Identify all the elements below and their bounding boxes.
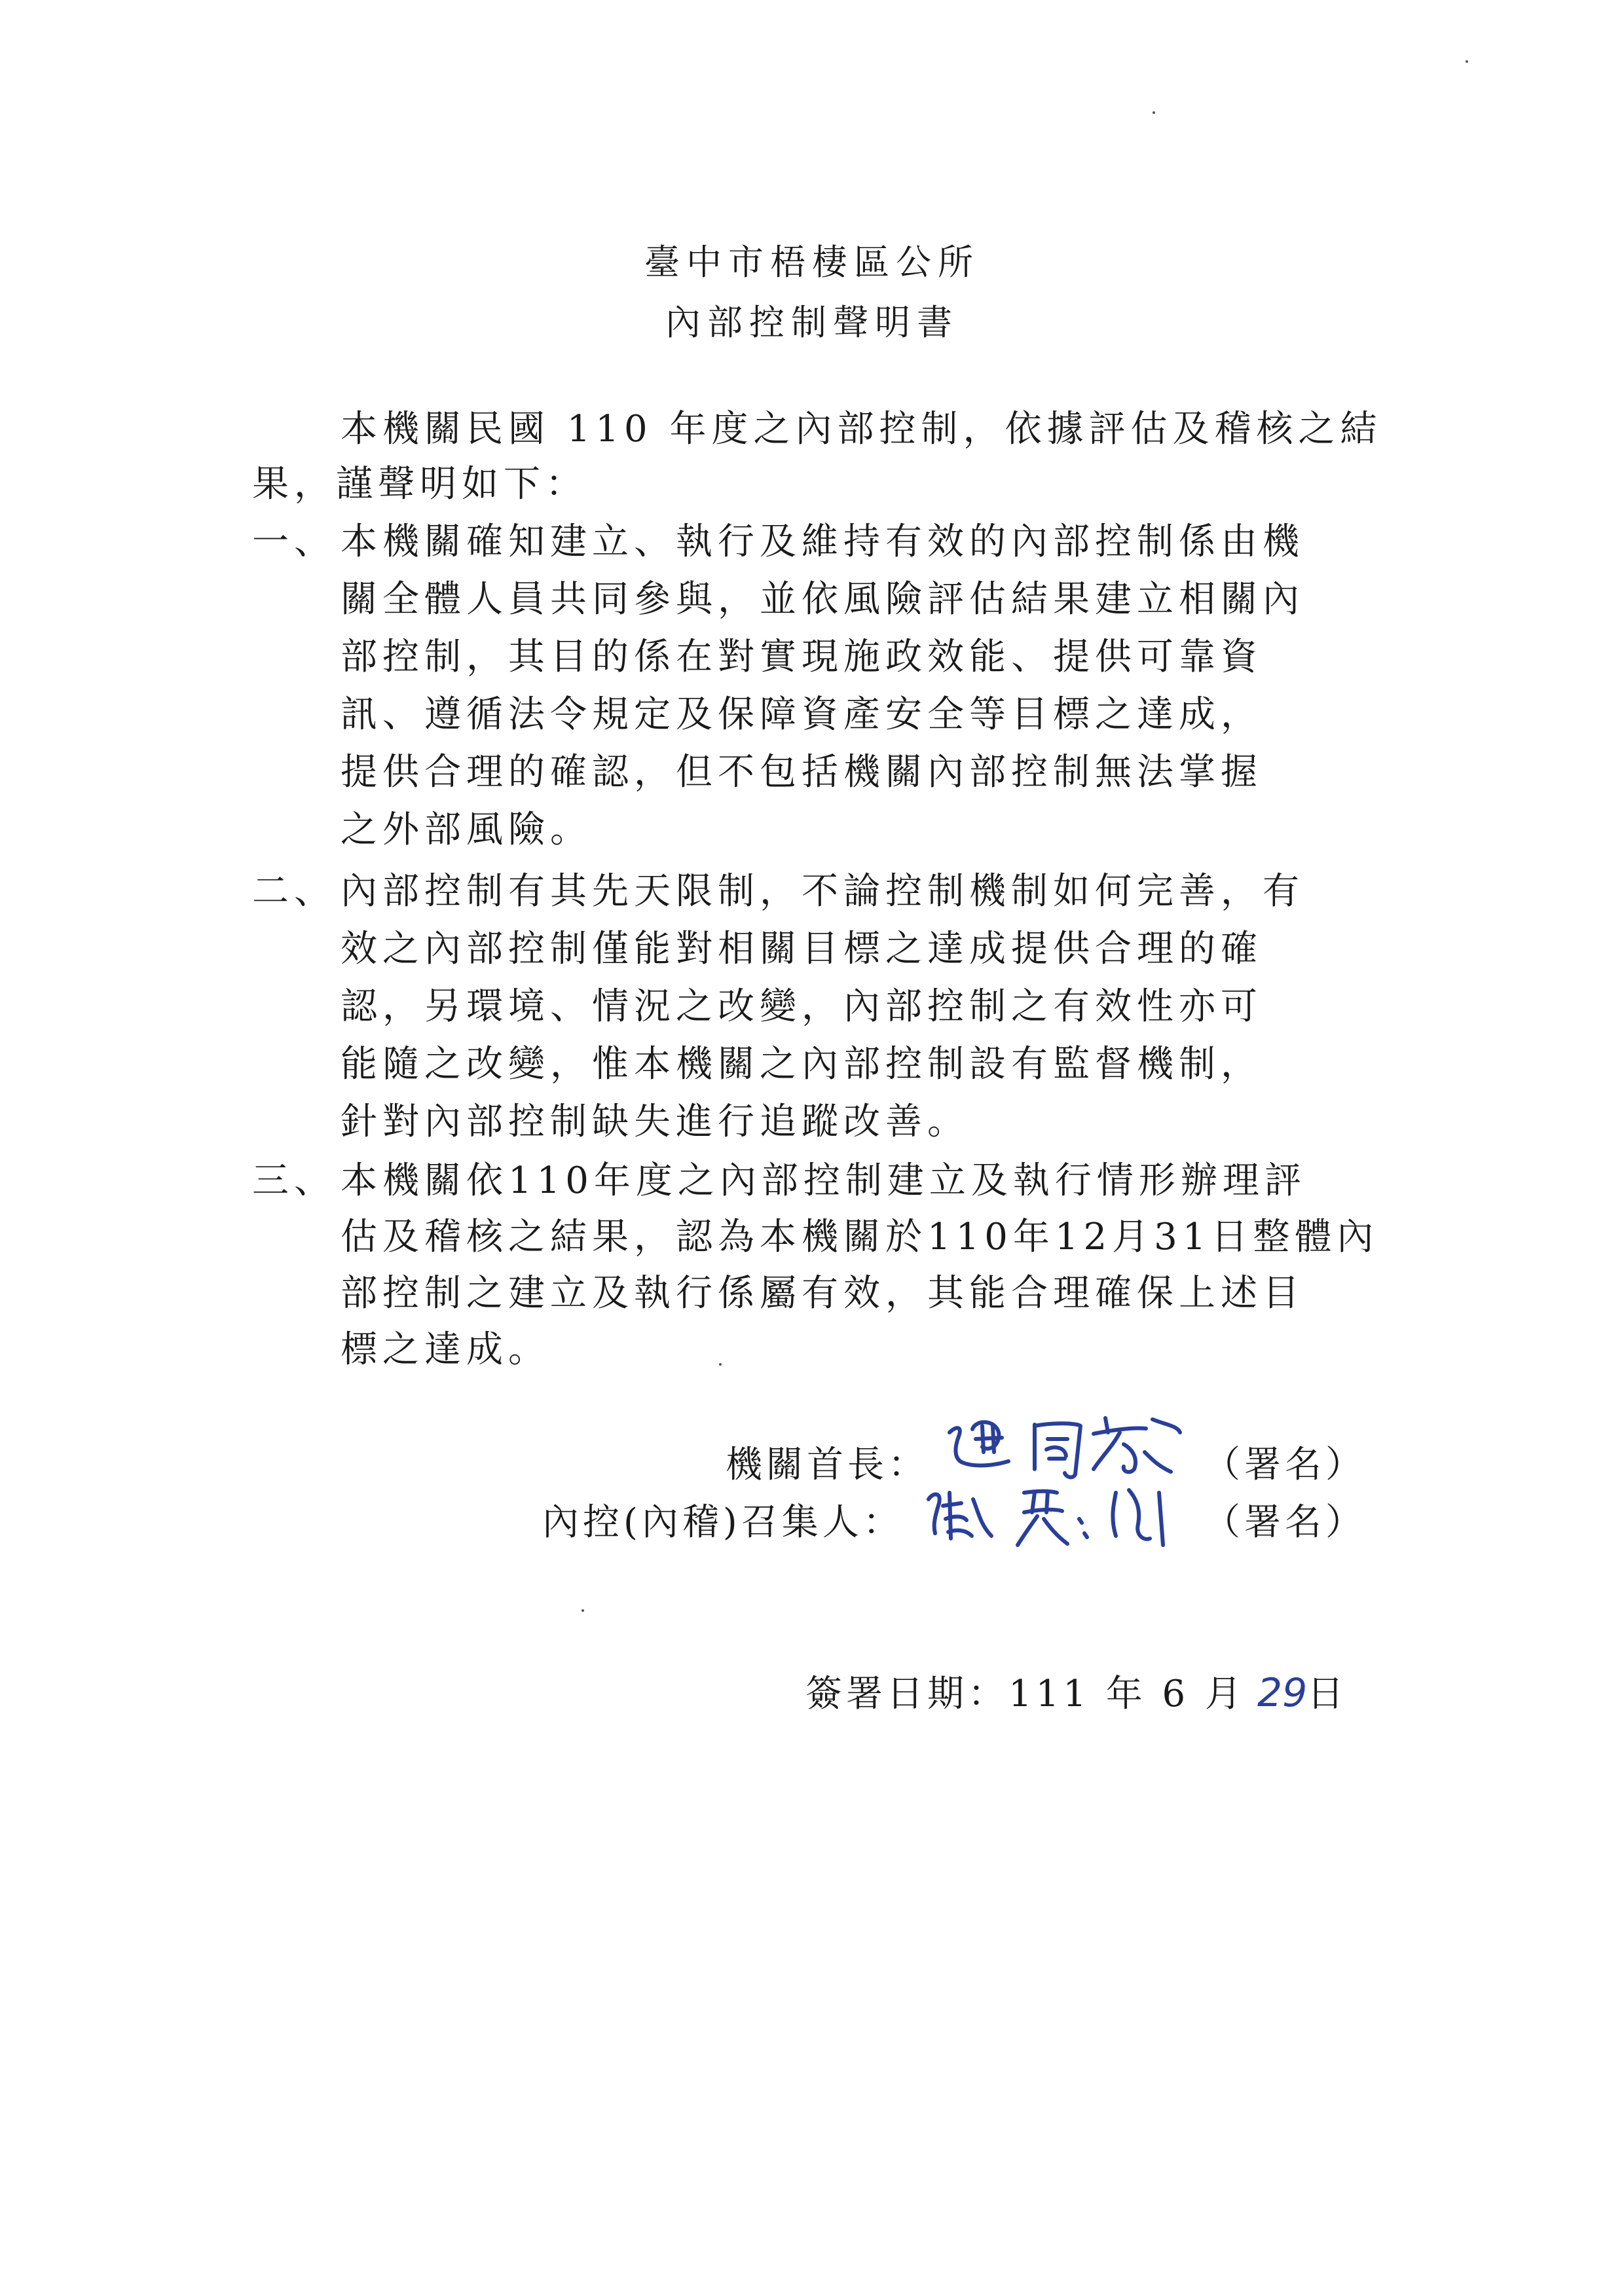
item-line: 估及稽核之結果，認為本機關於110年12月31日整體內 [341, 1216, 1379, 1258]
intro-line: 果，謹聲明如下： [252, 463, 587, 505]
item-line: 效之內部控制僅能對相關目標之達成提供合理的確 [341, 928, 1263, 970]
agency-head-signature-note: （署名） [1204, 1444, 1366, 1486]
item-line: 內部控制有其先天限制，不論控制機制如何完善，有 [341, 870, 1304, 913]
organization-name: 臺中市梧棲區公所 [644, 242, 980, 283]
scan-speck [1466, 60, 1468, 63]
item-line: 部控制，其目的係在對實現施政效能、提供可靠資 [341, 636, 1263, 678]
item-line: 部控制之建立及執行係屬有效，其能合理確保上述目 [341, 1272, 1304, 1315]
item-line: 針對內部控制缺失進行追蹤改善。 [341, 1101, 969, 1143]
item-line: 認，另環境、情況之改變，內部控制之有效性亦可 [341, 985, 1263, 1028]
internal-control-convener-label: 內控(內稽)召集人： [542, 1501, 904, 1544]
item-marker: 一、 [252, 520, 336, 563]
item-line: 本機關依110年度之內部控制建立及執行情形辦理評 [341, 1159, 1306, 1202]
signing-date-label: 簽署日期：111 年 6 月 [805, 1673, 1246, 1715]
scan-speck [1153, 111, 1155, 114]
item-line: 本機關確知建立、執行及維持有效的內部控制係由機 [341, 520, 1304, 563]
intro-line: 本機關民國 110 年度之內部控制，依據評估及稽核之結 [341, 408, 1382, 450]
document-title: 內部控制聲明書 [665, 302, 959, 343]
item-line: 關全體人員共同參與，並依風險評估結果建立相關內 [341, 578, 1304, 621]
item-line: 能隨之改變，惟本機關之內部控制設有監督機制， [341, 1043, 1263, 1085]
signing-date-suffix: 日 [1307, 1673, 1348, 1715]
item-marker: 三、 [252, 1159, 336, 1202]
internal-control-convener-signature [919, 1473, 1208, 1558]
item-line: 提供合理的確認，但不包括機關內部控制無法掌握 [341, 751, 1263, 793]
item-line: 標之達成。 [341, 1328, 550, 1371]
item-line: 訊、遵循法令規定及保障資產安全等目標之達成， [341, 693, 1263, 736]
agency-head-label: 機關首長： [726, 1444, 929, 1486]
signing-date-day-handwritten: 29 [1257, 1670, 1308, 1716]
scan-speck [719, 1363, 722, 1366]
convener-signature-note: （署名） [1204, 1501, 1366, 1544]
item-marker: 二、 [252, 870, 336, 913]
scan-speck [581, 1609, 584, 1612]
item-line: 之外部風險。 [341, 809, 592, 851]
